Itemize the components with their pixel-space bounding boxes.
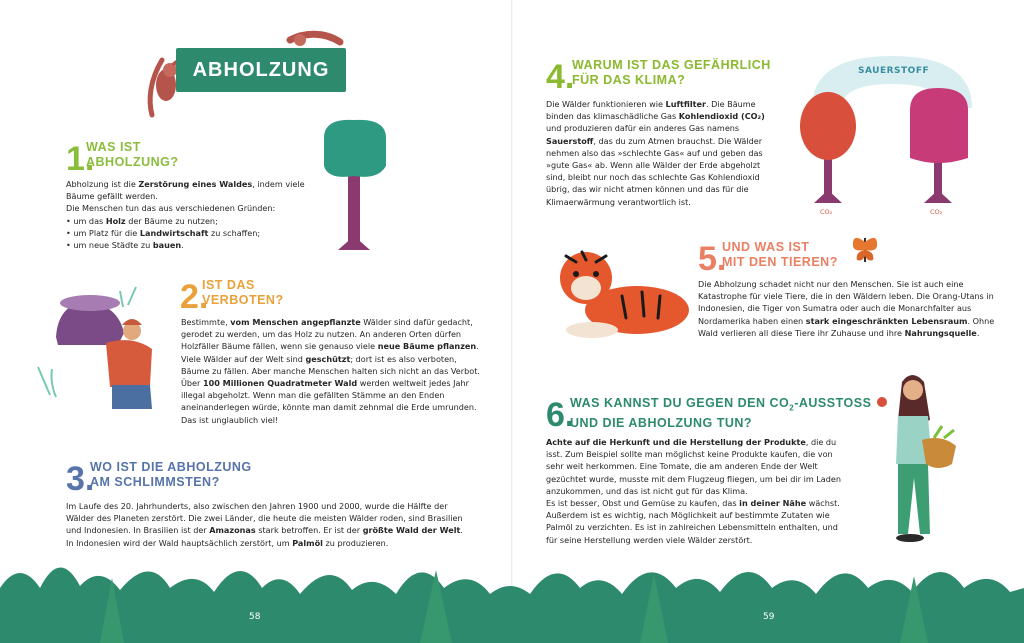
section-4-heading-line1: WARUM IST DAS GEFÄHRLICH bbox=[572, 58, 771, 72]
section-2-body: Bestimmte, vom Menschen angepflanzte Wälder sind dafür gedacht, gerodet zu werden, um das Holz zu nutzen. An anderen Orten dürfen Holzfäller Bäume fällen, wenn sie genauso viele neue Bäume pflanzen. Viele Wälder auf der Welt sind geschützt; dort ist es also verboten, Bäume zu fällen. Aber manche Menschen halten sich nicht an das Verbot. Über 100 Millionen Quadratmeter Wald werden weltweit jedes Jahr illegal abgeholzt. Wenn man die gefällten Stämme an den Enden aneinanderlegen würde, könnte man damit zehnmal die Erde umrunden. Das ist unglaublich viel! bbox=[181, 317, 480, 425]
girl-with-basket-illustration bbox=[872, 368, 962, 553]
section-6-body: Achte auf die Herkunft und die Herstellung der Produkte, die du isst. Zum Beispiel sollte man möglichst keine Produkte kaufen, die von sehr weit herkommen. Eine Tomate, die am anderen Ende der Welt gezüchtet wurde, musste mit dem Flugzeug fliegen, um bei dir im Laden anzukommen, und das ist nicht gut für das Klima. Es ist besser, Obst und Gemüse zu kaufen, das in deiner Nähe wächst. Außerdem ist es wichtig, nach Möglichkeit auf bestimmte Zutaten wie Palmöl zu verzichten. Es ist in zahlreichen Lebensmitteln enthalten, und für seine Herstellung werden viele Wälder zerstört. bbox=[546, 437, 841, 545]
section-5-heading-line2: MIT DEN TIEREN? bbox=[722, 255, 838, 269]
section-3-body: Im Laufe des 20. Jahrhunderts, also zwischen den Jahren 1900 und 2000, wurde die Hälfte der Wälder des Planeten zerstört. Die zwei Länder, die heute die meisten Wälder roden, sind Brasilien und Indonesien. In Brasilien ist der Amazonas stark betroffen. Er ist der größte Wald der Welt. In Indonesien wird der Wald hauptsächlich zerstört, um Palmöl zu produzieren. bbox=[66, 501, 463, 548]
lumberjack-illustration bbox=[28, 285, 168, 425]
section-6-heading-line2: UND DIE ABHOLZUNG TUN? bbox=[570, 415, 753, 430]
section-3-number: 3. bbox=[66, 460, 95, 498]
sauerstoff-label: SAUERSTOFF bbox=[858, 66, 930, 76]
butterfly-icon bbox=[850, 232, 880, 266]
oxygen-trees-illustration bbox=[792, 48, 992, 223]
co2-label-right: CO₂ bbox=[930, 208, 943, 216]
section-5-number: 5. bbox=[698, 240, 727, 278]
list-item: • um neue Städte zu bauen. bbox=[66, 240, 184, 251]
tiger-illustration bbox=[552, 244, 692, 344]
page-number-left: 58 bbox=[249, 612, 261, 622]
section-4-number: 4. bbox=[546, 58, 575, 96]
section-2-number: 2. bbox=[180, 278, 209, 316]
jungle-foliage-footer bbox=[0, 548, 1024, 643]
list-item: • um das Holz der Bäume zu nutzen; bbox=[66, 215, 218, 226]
section-6-number: 6. bbox=[546, 396, 575, 434]
section-1-heading-line1: WAS IST bbox=[86, 140, 141, 154]
page-title: ABHOLZUNG bbox=[192, 59, 330, 81]
section-4-heading-line2: FÜR DAS KLIMA? bbox=[572, 73, 686, 87]
tree-illustration bbox=[318, 118, 390, 258]
section-2-heading-line2: VERBOTEN? bbox=[202, 293, 284, 307]
section-4-body: Die Wälder funktionieren wie Luftfilter. Die Bäume binden das klimaschädliche Gas Kohlendioxid (CO₂) und produzieren dafür ein anderes Gas namens Sauerstoff, das du zum Atmen brauchst. Die Wälder nehmen also das »schlechte Gas« auf und geben das »gute Gas« ab. Wenn alle Wälder der Erde abgeholzt sind, bleibt nur noch das schlechte Gas Kohlendioxid übrig, das wir nicht atmen können und das für die Klimaerwärmung verantwortlich ist. bbox=[546, 99, 765, 207]
list-item: • um Platz für die Landwirtschaft zu schaffen; bbox=[66, 227, 261, 238]
section-1-body: Abholzung ist die Zerstörung eines Waldes, indem viele Bäume gefällt werden. Die Menschen tun das aus verschiedenen Gründen: • um das Holz der Bäume zu nutzen; • um Platz für die Landwirtschaft zu schaffen; • um neue Städte zu bauen. bbox=[66, 179, 305, 251]
section-3-heading-line1: WO IST DIE ABHOLZUNG bbox=[90, 460, 252, 474]
title-banner bbox=[176, 48, 346, 92]
section-3-heading-line2: AM SCHLIMMSTEN? bbox=[90, 475, 220, 489]
section-1-heading-line2: ABHOLZUNG? bbox=[86, 155, 179, 169]
section-5-body: Die Abholzung schadet nicht nur den Menschen. Sie ist auch eine Katastrophe für viele Tiere, die in den Wäldern leben. Die Orang-Utans in Indonesien, die Tiger von Sumatra oder auch die Monarchfalter aus Nordamerika haben einen stark eingeschränkten Lebensraum. Ohne Wald verlieren all diese Tiere ihr Zuhause und ihre Nahrungsquelle. bbox=[698, 279, 995, 338]
section-1-number: 1. bbox=[66, 140, 95, 178]
right-page: 4. WARUM IST DAS GEFÄHRLICH FÜR DAS KLIMA? Die Wälder funktionieren wie Luftfilter. Die Bäume binden das klimaschädliche Gas Kohlendioxid (CO₂) und produzieren dafür ein anderes Gas namens Sauerstoff, das du zum Atmen brauchst. Die Wälder nehmen also das »schlechte Gas« auf und geben das »gute Gas« ab. Wenn alle Wälder der Erde abgeholzt sind, bleibt nur noch das schlechte Gas Kohlendioxid übrig, das wir nicht atmen können und das für die Klimaerwärmung verantwortlich ist. SAUERSTOFF CO₂ CO₂ 5. UND WAS IST MIT DEN TIEREN? Die Abholzung schadet nicht nur den Menschen. Sie ist auch eine Katastrophe für viele Tiere, die in den Wäldern leben. Die Orang-Utans in Indonesien, die Tiger von Sumatra oder auch die Monarchfalter aus Nordamerika haben einen stark eingeschränkten Lebensraum. Ohne Wald verlieren all diese Tiere ihr Zuhause und ihre Nahrungsquelle. 6. WAS KANNST DU GEGEN DEN $CO_2$-AUSSTOSS UND DIE ABHOLZUNG TUN? Achte auf die Herkunft und die Herstellung der Produkte, die du isst. Zum Beispiel sollte man möglichst keine Produkte kaufen, die von sehr weit herkommen. Eine Tomate, die am anderen Ende der Welt gezüchtet wurde, musste mit dem Flugzeug fliegen, um bei dir im Laden anzukommen, und das ist nicht gut für das Klima. Es ist besser, Obst und Gemüse zu kaufen, das in deiner Nähe wächst. Außerdem ist es wichtig, nach Möglichkeit auf bestimmte Zutaten wie Palmöl zu verzichten. Es ist in zahlreichen Lebensmitteln enthalten, und für seine Herstellung werden viele Wälder zerstört. bbox=[512, 0, 1024, 643]
co2-label-left: CO₂ bbox=[820, 208, 833, 216]
page-number-right: 59 bbox=[763, 612, 775, 622]
section-5-heading-line1: UND WAS IST bbox=[722, 240, 810, 254]
section-2-heading-line1: IST DAS bbox=[202, 278, 255, 292]
